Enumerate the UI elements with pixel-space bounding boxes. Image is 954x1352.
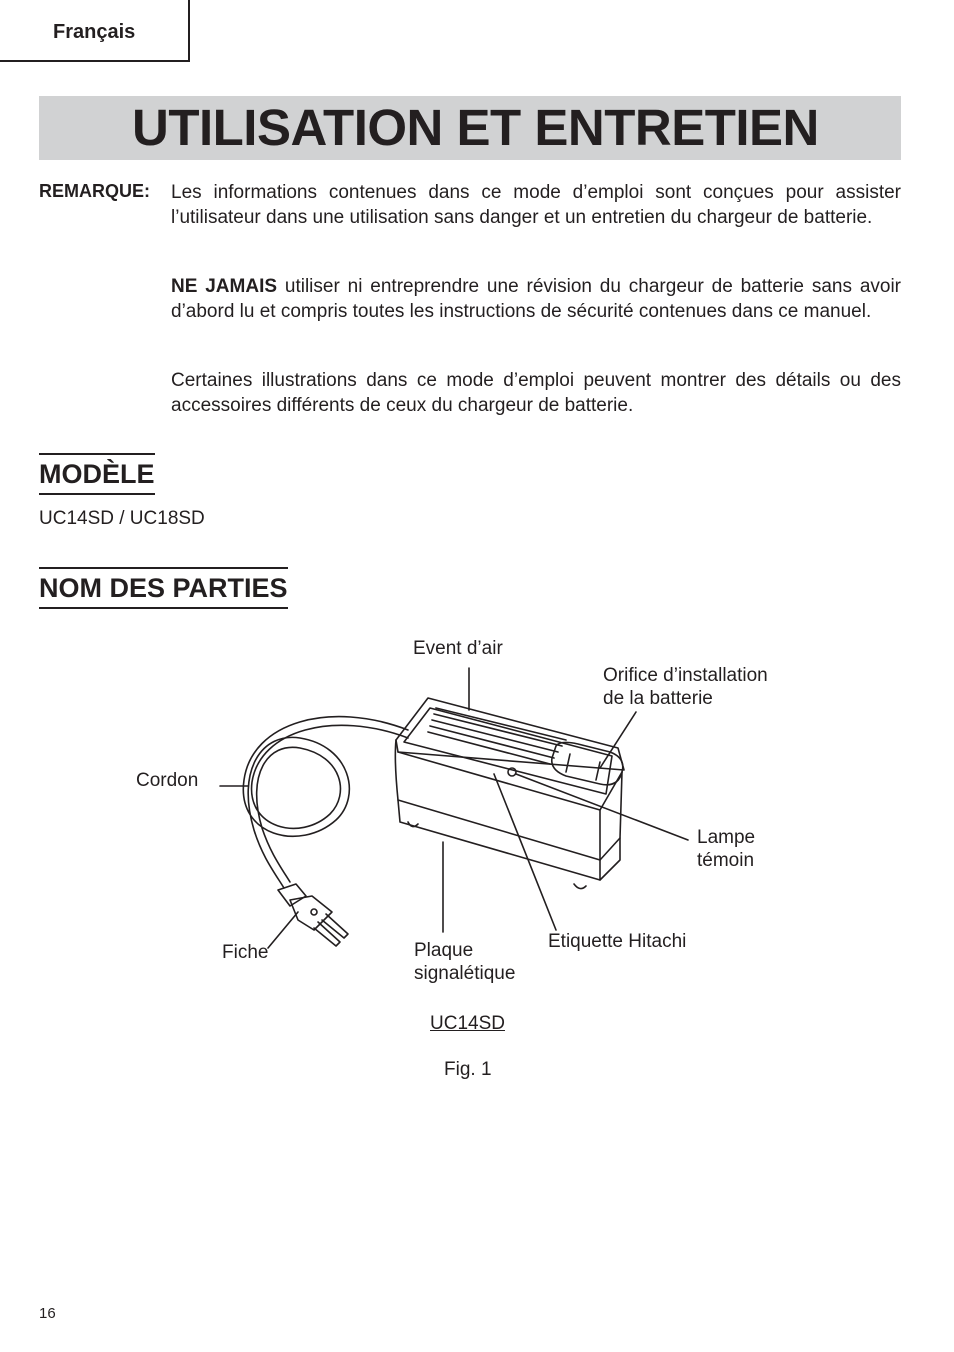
label-battery-hole-2: de la batterie [603,688,713,709]
figure-model: UC14SD [430,1013,505,1034]
page-number: 16 [39,1305,56,1322]
label-battery-hole-1: Orifice d’installation [603,665,768,686]
label-nameplate-2: signalétique [414,963,516,984]
remark-paragraph-3: Certaines illustrations dans ce mode d’emploi peuvent montrer des détails ou des accessoires différents de ceux du chargeur de batterie. [171,370,901,416]
remark-label: REMARQUE: [39,181,150,201]
never-bold: NE JAMAIS [171,276,278,297]
remark-paragraph-1: Les informations contenues dans ce mode d’emploi sont conçues pour assister l’utilisateur dans une utilisation sans danger et un entretien du chargeur de batterie. [171,182,901,228]
language-label: Français [53,21,136,43]
label-cord: Cordon [136,770,199,791]
parts-heading: NOM DES PARTIES [39,567,288,609]
charger-body [395,698,624,889]
leader-battery-hole [600,712,636,768]
label-plug: Fiche [222,942,269,963]
cord-loop [243,717,408,888]
page-title: UTILISATION ET ENTRETIEN [132,99,819,156]
cord-loop-inner [252,725,408,882]
leader-plug [268,912,298,948]
label-pilot-lamp-2: témoin [697,850,755,871]
model-text: UC14SD / UC18SD [39,508,205,529]
figure-caption: Fig. 1 [444,1059,492,1080]
model-heading: MODÈLE [39,453,155,495]
label-pilot-lamp-1: Lampe [697,827,756,848]
plug-shape [278,884,348,946]
label-hitachi: Etiquette Hitachi [548,931,687,952]
remark-paragraph-2-text: utiliser ni entreprendre une révision du chargeur de batterie sans avoir d’abord lu et compris toutes les instructions de sécurité contenues dans ce manuel. [171,276,902,322]
label-air-vent: Event d’air [413,638,503,659]
label-nameplate-1: Plaque [414,940,474,961]
